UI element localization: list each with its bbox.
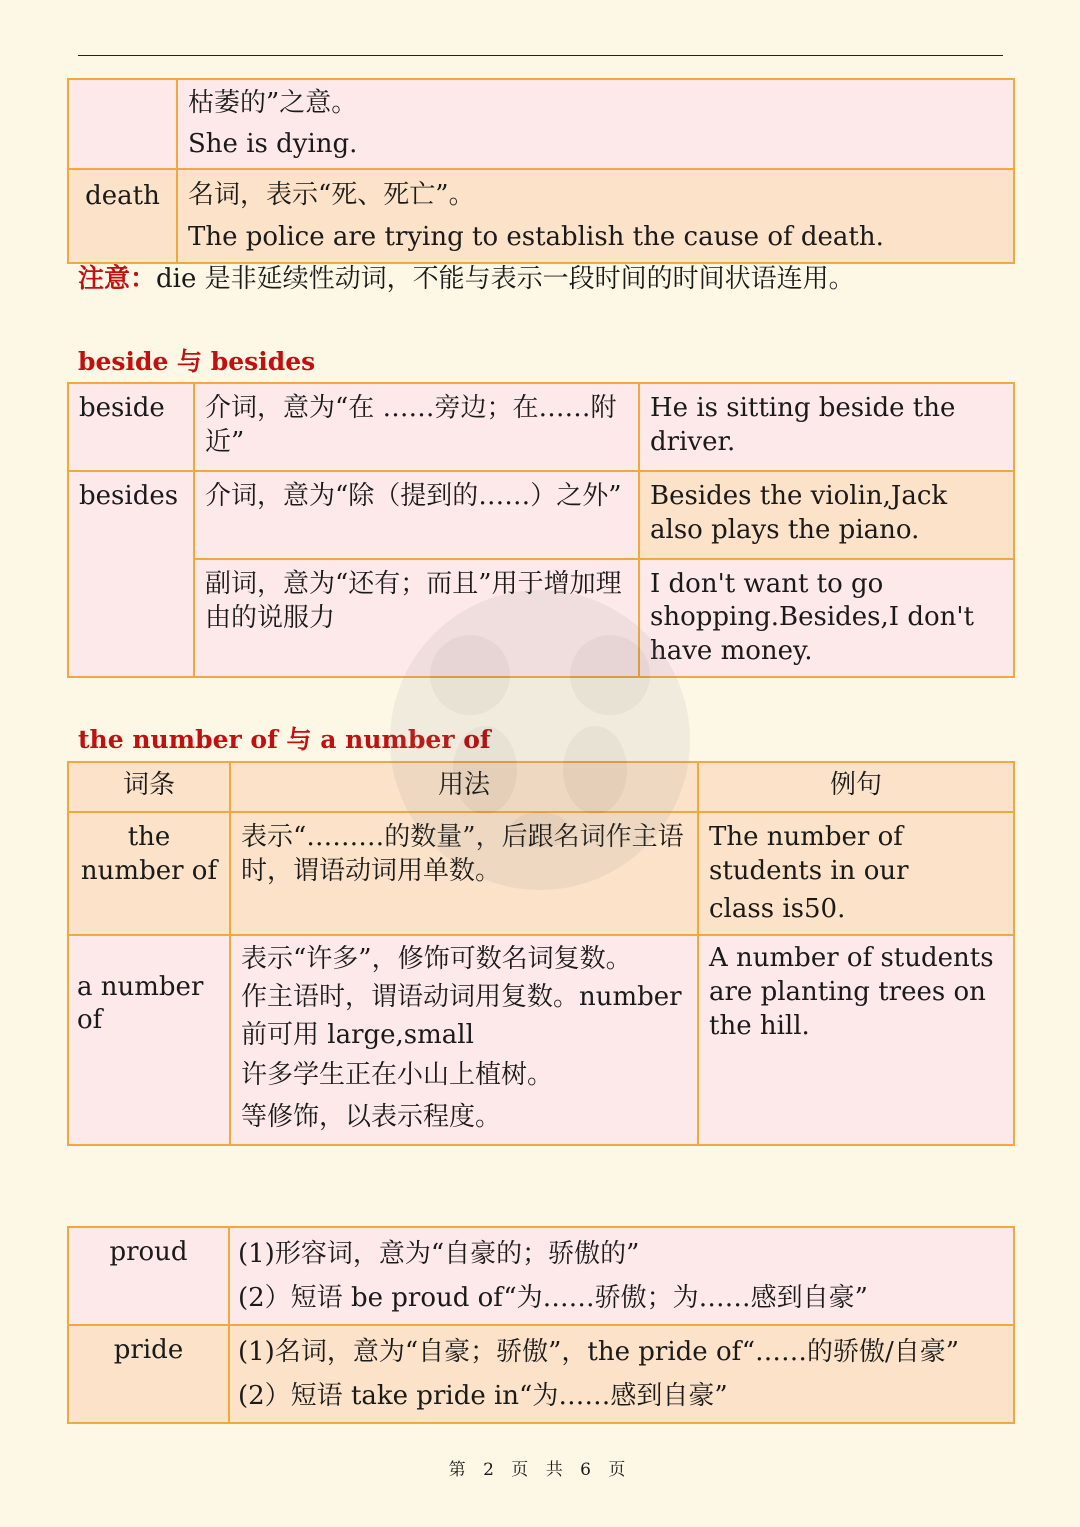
example-cell: He is sitting beside the driver.: [639, 383, 1014, 471]
table-row: [68, 1325, 1014, 1423]
page-footer: 第 2 页 共 6 页: [448, 1460, 632, 1480]
usage-line: 许多学生正在小山上植树。: [241, 1060, 554, 1091]
column-header: 用法: [230, 762, 698, 812]
usage-cell: [230, 935, 698, 1145]
usage-cell: [177, 169, 1014, 263]
usage-line: (1)形容词，意为“自豪的；骄傲的”: [238, 1239, 640, 1269]
usage-cell: [229, 1227, 1014, 1325]
section-heading-number: the number of 与 a number of: [78, 725, 491, 754]
term-cell: a number of: [68, 935, 230, 1145]
proud-pride-table: [67, 1226, 1015, 1424]
usage-line: (2）短语 take pride in“为……感到自豪”: [238, 1381, 728, 1411]
usage-line: (2）短语 be proud of“为……骄傲；为……感到自豪”: [238, 1283, 868, 1313]
example-line: The number of students in our: [709, 822, 909, 886]
usage-cell: [177, 79, 1014, 169]
section-heading-beside: beside 与 besides: [78, 347, 316, 376]
usage-line: (1)名词，意为“自豪；骄傲”，the pride of“……的骄傲/自豪”: [238, 1337, 960, 1367]
term-cell: pride: [68, 1325, 229, 1423]
die-death-table: [67, 78, 1015, 264]
example-cell: I don't want to go shopping.Besides,I don't have money.: [639, 559, 1014, 677]
usage-cell: 介词，意为“在 ……旁边；在……附近”: [194, 383, 639, 471]
example-cell: [698, 812, 1014, 935]
term-cell: proud: [68, 1227, 229, 1325]
example-line: She is dying.: [188, 129, 358, 159]
table-header-row: [68, 762, 1014, 812]
number-of-table: [67, 761, 1015, 1146]
example-line: class is50.: [709, 893, 846, 924]
usage-cell: 副词，意为“还有；而且”用于增加理由的说服力: [194, 559, 639, 677]
table-row: [68, 383, 1014, 471]
usage-line: 前可用 large,small: [241, 1020, 474, 1051]
usage-line: 作主语时，谓语动词用复数。number: [241, 982, 682, 1013]
table-row: [68, 812, 1014, 935]
usage-line: 枯萎的”之意。: [188, 88, 358, 118]
term-cell: besides: [68, 471, 194, 677]
example-line: The police are trying to establish the cause of death.: [188, 222, 884, 252]
beside-besides-table: [67, 382, 1015, 678]
note-paragraph: [78, 258, 855, 295]
usage-cell: 介词，意为“除（提到的……）之外”: [194, 471, 639, 559]
usage-cell: [229, 1325, 1014, 1423]
usage-line: 表示“许多”，修饰可数名词复数。: [241, 944, 632, 975]
header-rule: [78, 55, 1003, 56]
term-cell: the number of: [68, 812, 230, 935]
usage-cell: 表示“………的数量”，后跟名词作主语时，谓语动词用单数。: [230, 812, 698, 935]
term-cell: death: [68, 169, 177, 263]
note-text: die 是非延续性动词，不能与表示一段时间的时间状语连用。: [156, 264, 855, 294]
note-label: 注意：: [78, 264, 157, 294]
usage-line: 名词，表示“死、死亡”。: [188, 180, 475, 210]
table-row: [68, 935, 1014, 1145]
usage-line: 等修饰，以表示程度。: [241, 1102, 502, 1133]
column-header: 例句: [698, 762, 1014, 812]
table-row: [68, 79, 1014, 169]
table-row: [68, 559, 1014, 677]
column-header: 词条: [68, 762, 230, 812]
term-cell: [68, 79, 177, 169]
table-row: [68, 1227, 1014, 1325]
table-row: [68, 471, 1014, 559]
table-row: [68, 169, 1014, 263]
term-cell: beside: [68, 383, 194, 471]
example-cell: A number of students are planting trees on the hill.: [698, 935, 1014, 1145]
example-cell: Besides the violin,Jack also plays the piano.: [639, 471, 1014, 559]
